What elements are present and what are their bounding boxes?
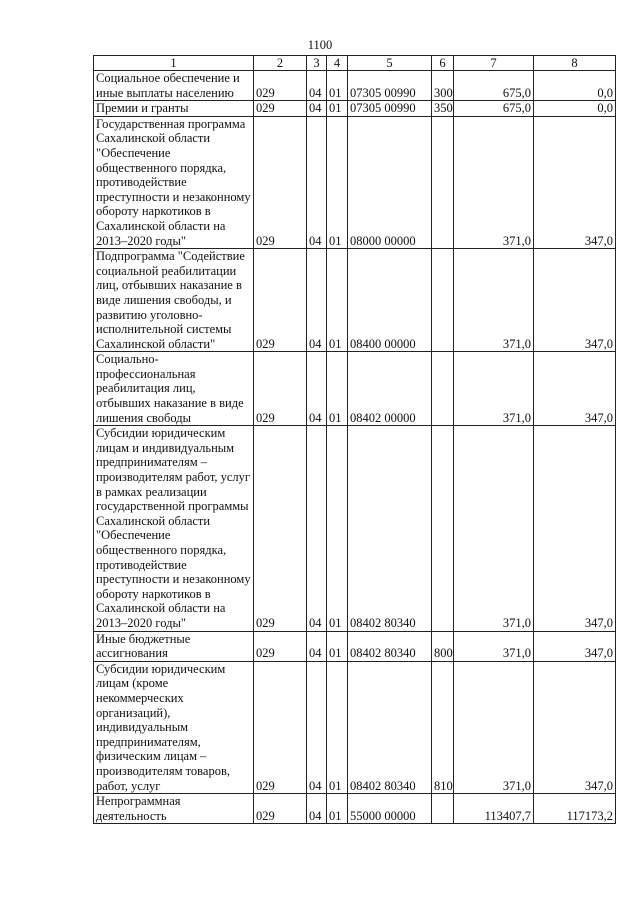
cell-amount-col8: 347,0 xyxy=(534,249,616,352)
cell-amount-col7: 113407,7 xyxy=(454,794,534,824)
cell-amount-col8: 347,0 xyxy=(534,116,616,248)
cell-expense-type: 800 xyxy=(432,631,454,661)
cell-target-article: 07305 00990 xyxy=(348,101,432,117)
row-name: Подпрограмма "Содействие социальной реабилитации лиц, отбывших наказание в виде лишения свободы, и развитию уголовно-исполнительной системы Сахалинской области" xyxy=(94,249,254,352)
cell-ministry-code: 029 xyxy=(254,661,307,793)
cell-amount-col8: 0,0 xyxy=(534,101,616,117)
table-row xyxy=(94,426,616,631)
cell-amount-col8: 347,0 xyxy=(534,352,616,426)
cell-amount-col7: 675,0 xyxy=(454,101,534,117)
cell-subsection: 01 xyxy=(327,71,348,101)
cell-ministry-code: 029 xyxy=(254,426,307,631)
cell-amount-col7: 371,0 xyxy=(454,116,534,248)
cell-amount-col7: 371,0 xyxy=(454,661,534,793)
column-header: 1 xyxy=(94,56,254,71)
cell-expense-type: 350 xyxy=(432,101,454,117)
cell-amount-col8: 347,0 xyxy=(534,661,616,793)
table-row xyxy=(94,249,616,352)
cell-amount-col7: 675,0 xyxy=(454,71,534,101)
cell-ministry-code: 029 xyxy=(254,794,307,824)
cell-target-article: 08402 00000 xyxy=(348,352,432,426)
cell-expense-type xyxy=(432,116,454,248)
cell-target-article: 08402 80340 xyxy=(348,661,432,793)
budget-table xyxy=(93,55,616,824)
cell-expense-type: 810 xyxy=(432,661,454,793)
table-header-row xyxy=(94,56,616,71)
cell-expense-type xyxy=(432,794,454,824)
page-number: 1100 xyxy=(307,38,333,52)
cell-subsection: 01 xyxy=(327,352,348,426)
cell-target-article: 08402 80340 xyxy=(348,631,432,661)
cell-target-article: 08400 00000 xyxy=(348,249,432,352)
column-header: 5 xyxy=(348,56,432,71)
cell-subsection: 01 xyxy=(327,116,348,248)
cell-ministry-code: 029 xyxy=(254,249,307,352)
cell-section: 04 xyxy=(307,661,327,793)
table-row xyxy=(94,661,616,793)
row-name: Субсидии юридическим лицам и индивидуальным предпринимателям – производителям работ, услуг в рамках реализации государственной программы Сахалинской области "Обеспечение общественного порядка, противодействие преступности и незаконному обороту наркотиков в Сахалинской области на 2013–2020 годы" xyxy=(94,426,254,631)
cell-section: 04 xyxy=(307,352,327,426)
row-name: Социально-профессиональная реабилитация лиц, отбывших наказание в виде лишения свободы xyxy=(94,352,254,426)
cell-subsection: 01 xyxy=(327,249,348,352)
cell-section: 04 xyxy=(307,249,327,352)
table-row xyxy=(94,794,616,824)
cell-amount-col8: 347,0 xyxy=(534,426,616,631)
cell-subsection: 01 xyxy=(327,794,348,824)
cell-ministry-code: 029 xyxy=(254,116,307,248)
cell-expense-type xyxy=(432,249,454,352)
cell-amount-col8: 347,0 xyxy=(534,631,616,661)
cell-expense-type xyxy=(432,352,454,426)
cell-section: 04 xyxy=(307,794,327,824)
cell-ministry-code: 029 xyxy=(254,101,307,117)
row-name: Субсидии юридическим лицам (кроме некоммерческих организаций), индивидуальным предпринимателям, физическим лицам – производителям товаров, работ, услуг xyxy=(94,661,254,793)
column-header: 2 xyxy=(254,56,307,71)
cell-target-article: 07305 00990 xyxy=(348,71,432,101)
cell-ministry-code: 029 xyxy=(254,631,307,661)
cell-amount-col7: 371,0 xyxy=(454,426,534,631)
cell-amount-col8: 0,0 xyxy=(534,71,616,101)
cell-section: 04 xyxy=(307,71,327,101)
cell-target-article: 08402 80340 xyxy=(348,426,432,631)
table-row xyxy=(94,631,616,661)
column-header: 8 xyxy=(534,56,616,71)
cell-subsection: 01 xyxy=(327,426,348,631)
cell-section: 04 xyxy=(307,426,327,631)
cell-section: 04 xyxy=(307,631,327,661)
column-header: 3 xyxy=(307,56,327,71)
cell-ministry-code: 029 xyxy=(254,71,307,101)
table-row xyxy=(94,101,616,117)
cell-expense-type: 300 xyxy=(432,71,454,101)
cell-amount-col7: 371,0 xyxy=(454,352,534,426)
cell-amount-col8: 117173,2 xyxy=(534,794,616,824)
row-name: Государственная программа Сахалинской области "Обеспечение общественного порядка, противодействие преступности и незаконному обороту наркотиков в Сахалинской области на 2013–2020 годы" xyxy=(94,116,254,248)
column-header: 6 xyxy=(432,56,454,71)
cell-subsection: 01 xyxy=(327,101,348,117)
cell-target-article: 08000 00000 xyxy=(348,116,432,248)
row-name: Социальное обеспечение и иные выплаты населению xyxy=(94,71,254,101)
cell-section: 04 xyxy=(307,116,327,248)
row-name: Иные бюджетные ассигнования xyxy=(94,631,254,661)
row-name: Непрограммная деятельность xyxy=(94,794,254,824)
cell-expense-type xyxy=(432,426,454,631)
table-row xyxy=(94,116,616,248)
column-header: 7 xyxy=(454,56,534,71)
column-header: 4 xyxy=(327,56,348,71)
cell-amount-col7: 371,0 xyxy=(454,631,534,661)
cell-target-article: 55000 00000 xyxy=(348,794,432,824)
row-name: Премии и гранты xyxy=(94,101,254,117)
table-row xyxy=(94,71,616,101)
cell-ministry-code: 029 xyxy=(254,352,307,426)
cell-subsection: 01 xyxy=(327,661,348,793)
cell-amount-col7: 371,0 xyxy=(454,249,534,352)
cell-subsection: 01 xyxy=(327,631,348,661)
cell-section: 04 xyxy=(307,101,327,117)
table-row xyxy=(94,352,616,426)
